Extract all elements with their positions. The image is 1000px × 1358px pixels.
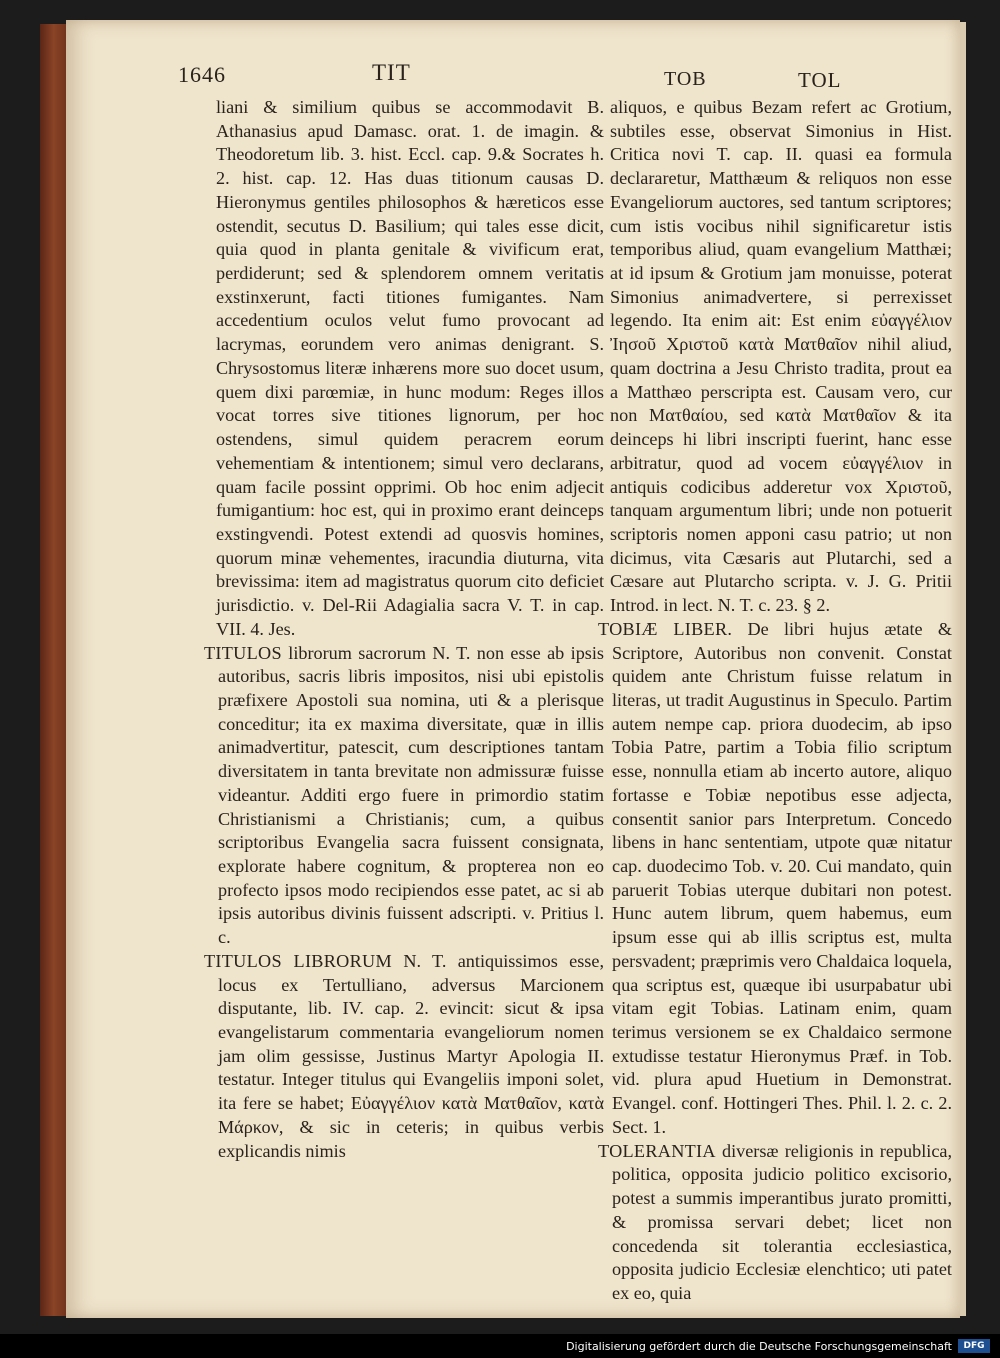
running-head (66, 56, 960, 96)
dfg-logo: DFG (958, 1339, 990, 1353)
left-text-column (204, 96, 604, 1163)
funding-notice: Digitalisierung gefördert durch die Deutsche Forschungsgemeinschaft (566, 1340, 952, 1353)
left-column-keyword: TIT (372, 60, 411, 85)
dictionary-entry (204, 950, 604, 1163)
entry-keyword: TITULOS LIBRORUM (204, 950, 392, 971)
continuation-paragraph: aliquos, e quibus Bezam refert ac Grotium, subtiles esse, observat Simonius in Hist. Critica novi T. cap. II. quasi ea formula declararetur, Matthæum & reliquos non esse Evangeliorum auctores, sed tantum scriptores; cum istis vocibus nihil significaretur istis temporibus aliud, quam evangelium Matthæi; at id ipsum & Grotium jam monuisse, poterat Simonius animadvertere, si perrexisset legendo. Ita enim ait: Est enim εὐαγγέλιον Ἰησοῦ Χριστοῦ κατὰ Ματθαῖον nihil aliud, quam doctrina a Jesu Christo tradita, prout ea a Matthæo perscripta est. Causam vero, cur non Ματθαίου, sed κατὰ Ματθαῖον & ita deinceps hi libri inscripti fuerint, hanc esse arbitratur, quod ad vocem εὐαγγέλιον in antiquis codicibus adderetur vox Χριστοῦ, tanquam argumentum libri; unde non potuerit scriptoris nomen apponi casu patrio; ut non dicimus, vita Cæsaris aut Plutarchi, sed a Cæsare aut Plutarcho scripta. v. J. G. Pritii Introd. in lect. N. T. c. 23. § 2. (610, 97, 952, 616)
page-edge (960, 22, 966, 1316)
book-page (66, 20, 960, 1318)
dictionary-entry (204, 642, 604, 950)
entry-text: librorum sacrorum N. T. non esse ab ipsis autoribus, sacris libris impositos, nisi ubi epistolis præfixere Apostoli sua nomina, uti & a plerisque conceditur; ita ex maxima diversitate, quæ in illis animadvertitur, patescit, cum descriptiones tantam diversitatem in tanta brevitate non admissuræ fuisse videantur. Additi ergo fuere in primordio statim Christianismi a Christianis; cum, a quibus scriptoribus Evangelia sacra fuissent consignata, explorate habere cognitum, & propterea non eo profecto ipsos modo recipiendos esse patet, ac si ab ipsis autoribus divinis fuissent adscripti. v. Pritius l. c. (218, 642, 604, 948)
continuation-paragraph: liani & similium quibus se accommodavit B. Athanasius apud Damasc. orat. 1. de imagin. & Theodoretum lib. 3. hist. Eccl. cap. 9.& Socrates h. 2. hist. cap. 12. Has duas titionum causas D. Hieronymus gentiles philosophos & hæreticos esse ostendit, secutus D. Basilium; qui tales esse dicit, quia quod in planta genitale & vivificum erat, perdiderunt; sed & splendorem omnem veritatis exstinxerunt, facti titiones fumigantes. Nam accedentium oculos velut fumo provocant ad lacrymas, eorundem vero animas denigrant. S. Chrysostomus literæ inhærens more suo docet usum, quem dixi parœmiæ, in hunc modum: Reges illos vocat torres sive titiones lignorum, per hoc ostendens, simul quidem peracrem eorum vehementiam & intentionem; simul vero declarans, quam facile possint opprimi. Ob hoc enim adjecit fumigantium: hoc est, qui in proximo erant deinceps exstingvendi. Potest extendi ad quosvis homines, quorum minæ vehementes, iracundia diuturna, vita brevissima: item ad magistratus quorum cito deficiet jurisdictio. v. Del-Rii Adagialia sacra V. T. in cap. VII. 4. Jes. (216, 97, 604, 639)
right-column-keyword-1: TOB (664, 68, 707, 90)
page-number: 1646 (178, 62, 226, 87)
dictionary-entry (598, 1140, 952, 1306)
entry-keyword: TITULOS (204, 642, 282, 663)
entry-text: N. T. antiquissimos esse, locus ex Tertulliano, adversus Marcionem disputante, lib. IV. cap. 2. evincit: sicut & ipsa evangelistarum commentaria evangeliorum nomen jam olim gessisse, Justinus Martyr Apologia II. testatur. Integer titulus qui Evangeliis imponi solet, ita fere se habet; Εὐαγγέλιον κατὰ Ματθαῖον, κατὰ Μάρκον, & sic in ceteris; in quibus verbis explicandis nimis (218, 950, 604, 1161)
entry-keyword: TOLERANTIA (598, 1140, 716, 1161)
right-text-column (598, 96, 952, 1306)
entry-text: De libri hujus ætate & Scriptore, Autoribus non convenit. Constat quidem ante Christum fuisse relatum in literas, ut tradit Augustinus in Speculo. Partim autem nempe cap. priora duodecim, ab ipso Tobia Patre, partim a Tobia filio scriptum esse, nonnulla etiam ab incerto autore, aliquo fortasse e Tobiæ nepotibus esse adjecta, consentit sanior pars Interpretum. Concedo libens in hanc sententiam, utpote quæ nitatur cap. duodecimo Tob. v. 20. Cui mandato, quin paruerit Tobias uterque dubitari non potest. Hunc autem librum, quem habemus, eum ipsum esse qui ab illis scriptus est, multa persvadent; præprimis vero Chaldaica loquela, qua scriptus est, quæque ibi usurpabatur ubi vitam egit Tobias. Latinam enim, quam terimus versionem se ex Chaldaico sermone extudisse testatur Hieronymus Præf. in Tob. vid. plura apud Huetium in Demonstrat. Evangel. conf. Hottingeri Thes. Phil. l. 2. c. 2. Sect. 1. (612, 618, 952, 1137)
entry-text: diversæ religionis in republica, politica, opposita judicio politico excisorio, potest a summis imperantibus jurato promitti, & promissa servari debet; licet non concedenda sit tolerantia ecclesiastica, opposita judicio Ecclesiæ elenchtico; uti patet ex eo, quia (612, 1140, 953, 1303)
dictionary-entry (598, 618, 952, 1140)
entry-keyword: TOBIÆ LIBER. (598, 618, 733, 639)
right-column-keyword-2: TOL (798, 68, 842, 92)
funding-footer (0, 1334, 1000, 1358)
